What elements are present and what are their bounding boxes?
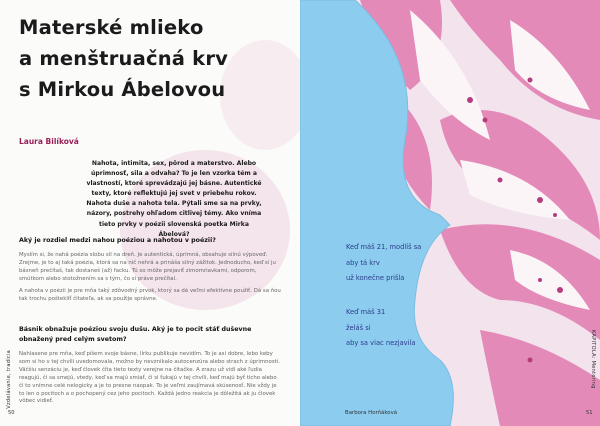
question-2: Básnik obnažuje poéziou svoju dušu. Aký je to pocit stáť duševne obnažený pred celým svetom? <box>19 326 252 343</box>
poem-line: Keď máš 21, modlíš sa <box>346 243 422 251</box>
section-side-label: Vzdelávanie, tradícia <box>6 350 12 409</box>
page-number: 50 <box>8 410 15 416</box>
title-line: a menštruačná krv <box>19 47 229 70</box>
poem-line: želáš si <box>346 323 371 332</box>
article-title <box>19 12 289 105</box>
poem-line: Keď máš 31 <box>346 308 386 316</box>
poem-line: už konečne prišla <box>346 274 405 282</box>
answer-paragraph: A nahota v poézii je pre mňa taký zdôvodný prvok, ktorý sa dá veľmi efektívne použiť. Dá sa ňou tak trochu pošteklíť čitateľa, ak sa použije správne. <box>19 288 281 302</box>
section-side-label: KAPITOLA: Mentoring <box>590 330 596 389</box>
answer-paragraph: Myslím si, že nahá poézia slobu síl na dreň. Je autentická, úprimná, obsahuje silnú výpoveď. Zrejme, je to aj taká poézia, ktorá sa na nič nehrá a prináša silný zážitok. Jednoducho, keď si ju básneň prečítaš, tak dostaneš (až) facku. Tú so môže prejaviť zimomriavkami, odporom, smútkom alebo stotožnením sa s tým, čo si práve prečítal. <box>19 252 276 282</box>
blue-shape <box>300 0 600 426</box>
lead-paragraph: Nahota, intimita, sex, pôrod a materstvo. Alebo úprimnosť, sila a odvaha? To je len vzorka tém a vlastností, ktoré sprevádzajú jej básne. Autentické texty, ktoré reflektujú jej svet v priebehu rokov. Nahota duše a nahota tela. Pýtali sme sa na prvky, názory, postrehy ohľadom citlivej témy. Ako vníma tieto prvky v poézii slovenská poetka Mirka Ábelová? <box>86 160 262 238</box>
poem-stanza-1 <box>346 240 421 287</box>
page-number: 51 <box>586 410 593 416</box>
illustration-credit: Barbora Horňáková <box>345 410 398 416</box>
title-line: Materské mlieko <box>19 16 204 39</box>
poem-line: aby sa viac nezjavila <box>346 339 416 347</box>
poem-line: aby tá krv <box>346 258 380 267</box>
title-line: s Mirkou Ábelovou <box>19 78 226 101</box>
answer-paragraph: Nahlasene pre mňa, keď píšem svoje básne, lírku publikuje nevidím. To je asi dobre, lebo keby som si ho v tej chvíli uvedomovala, možno by nevznikalo autocenzúra alebo strach z úprimnosti. Väčšiu senzáciu je, keď človek číta tieto texty verejne na čítačke. A zrazu už vidí aké ľudia reagujú, či sa smejú, vtedy, keď sa majú smiať, či si ťukajú v tej chvíli, keď majú byť ticho alebo či to vnímne celé nelogicky a je to presne naopak. To je veľmi zaujímavá skúsenosť. Nie vždy je to len o pocitoch a o pochopený cez jeho pocitoch. Každá jedno reakcia je dôležitá ak ju človek vôbec vidieť. <box>19 351 280 405</box>
author-name: Laura Bilíková <box>19 137 79 146</box>
question-1: Aký je rozdiel medzi nahou poéziou a nahotou v poézii? <box>19 237 216 244</box>
right-page <box>300 0 600 426</box>
poem-stanza-2 <box>346 305 415 352</box>
